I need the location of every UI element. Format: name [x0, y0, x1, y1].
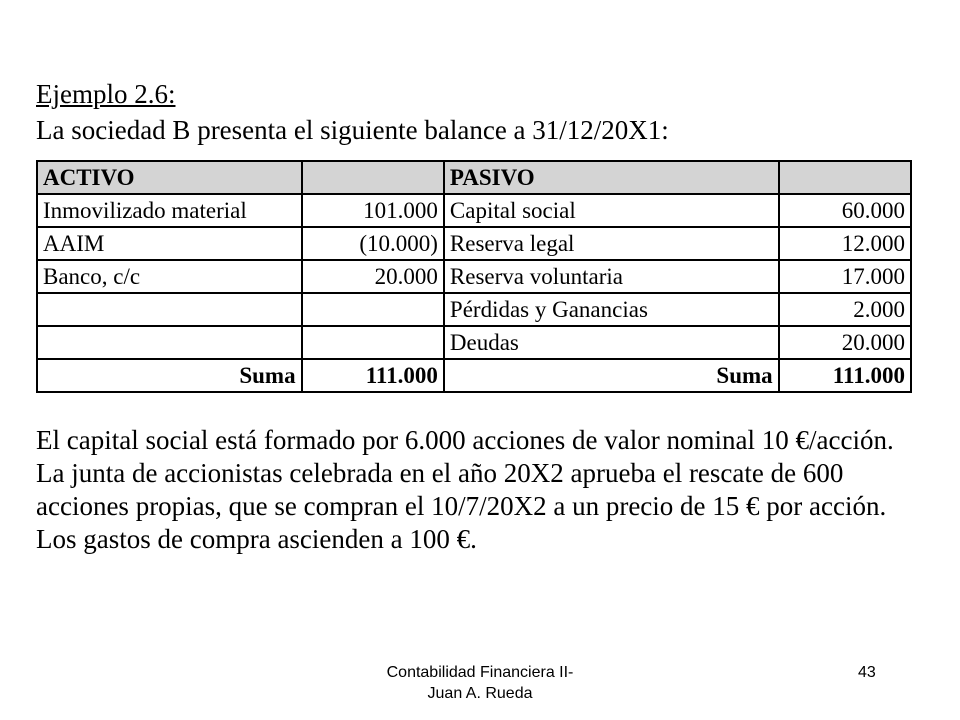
activo-value: (10.000)	[302, 227, 444, 260]
activo-header-value	[302, 161, 444, 194]
paragraph-capital: El capital social está formado por 6.000 acciones de valor nominal 10 €/acción.	[36, 425, 894, 455]
example-intro: La sociedad B presenta el siguiente balance a 31/12/20X1:	[36, 115, 669, 145]
table-row	[37, 260, 911, 293]
pasivo-label: Pérdidas y Ganancias	[444, 293, 779, 326]
activo-label	[37, 326, 302, 359]
paragraph-rescate: La junta de accionistas celebrada en el año 20X2 aprueba el rescate de 600 acciones propias, que se compran el 10/7/20X2 a un precio de 15 € por acción. Los gastos de compra ascienden a 100 €.	[36, 458, 887, 554]
pasivo-header: PASIVO	[444, 161, 779, 194]
activo-value	[302, 293, 444, 326]
table-total-row	[37, 359, 911, 392]
activo-label: Banco, c/c	[37, 260, 302, 293]
activo-total-value: 111.000	[302, 359, 444, 392]
footer-author: Juan A. Rueda	[427, 685, 533, 702]
activo-label	[37, 293, 302, 326]
activo-value: 101.000	[302, 194, 444, 227]
pasivo-value: 2.000	[779, 293, 911, 326]
activo-header: ACTIVO	[37, 161, 302, 194]
table-row	[37, 194, 911, 227]
activo-total-label: Suma	[37, 359, 302, 392]
page-number: 43	[858, 664, 876, 681]
table-row	[37, 326, 911, 359]
table-row	[37, 227, 911, 260]
footer-course: Contabilidad Financiera II-	[386, 664, 574, 681]
balance-sheet-table	[36, 160, 912, 393]
activo-value: 20.000	[302, 260, 444, 293]
activo-label: Inmovilizado material	[37, 194, 302, 227]
pasivo-label: Deudas	[444, 326, 779, 359]
pasivo-label: Reserva voluntaria	[444, 260, 779, 293]
footer	[330, 662, 630, 704]
example-title: Ejemplo 2.6:	[36, 79, 176, 109]
pasivo-label: Capital social	[444, 194, 779, 227]
example-body	[36, 424, 916, 556]
example-heading	[36, 76, 669, 148]
table-header-row	[37, 161, 911, 194]
pasivo-value: 20.000	[779, 326, 911, 359]
pasivo-value: 17.000	[779, 260, 911, 293]
pasivo-header-value	[779, 161, 911, 194]
pasivo-total-label: Suma	[444, 359, 779, 392]
pasivo-total-value: 111.000	[779, 359, 911, 392]
activo-label: AAIM	[37, 227, 302, 260]
table-row	[37, 293, 911, 326]
pasivo-value: 60.000	[779, 194, 911, 227]
pasivo-value: 12.000	[779, 227, 911, 260]
pasivo-label: Reserva legal	[444, 227, 779, 260]
activo-value	[302, 326, 444, 359]
